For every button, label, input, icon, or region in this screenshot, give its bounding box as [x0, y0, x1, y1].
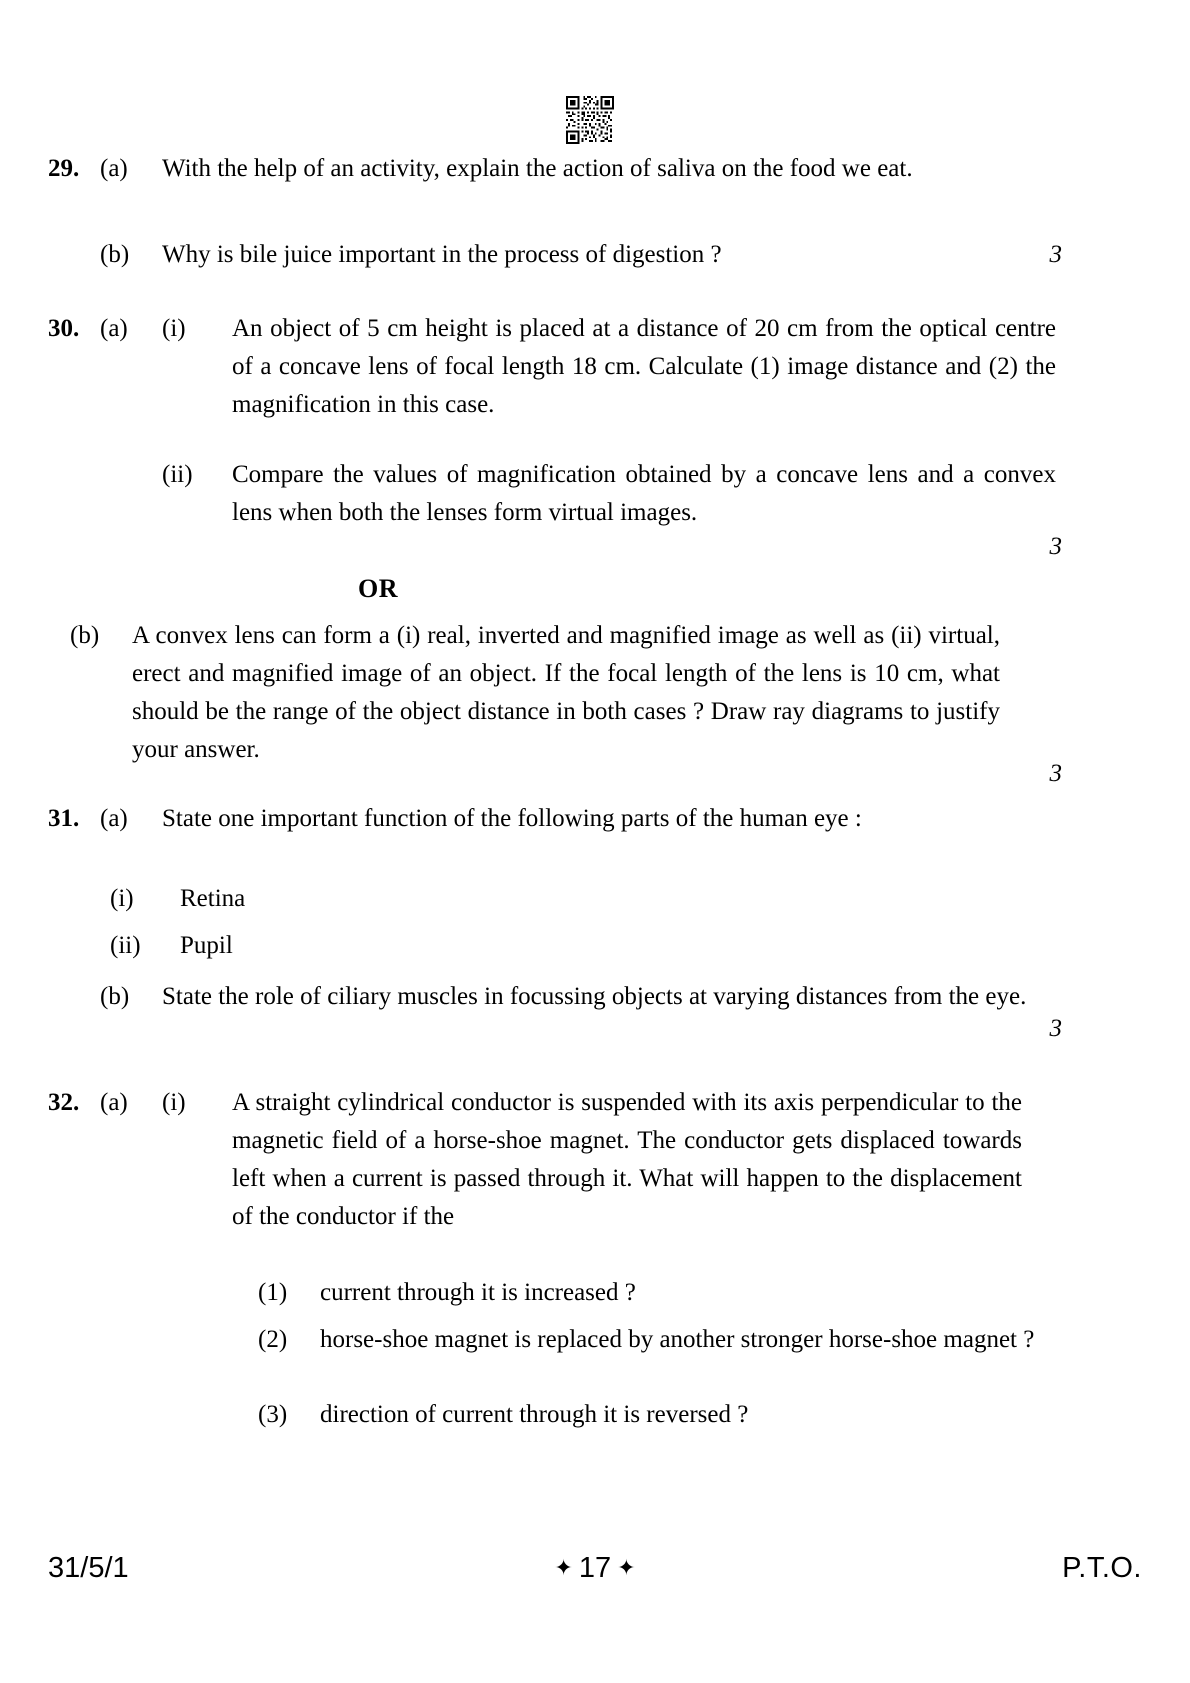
question-text: Retina: [180, 885, 246, 912]
question-text: A straight cylindrical conductor is suspended with its axis perpendicular to the magnetic field of a horse-shoe magnet. The conductor gets displaced towards left when a current is passed through it. What will happen to the displacement of the conductor if the: [232, 1089, 1022, 1230]
question-text: An object of 5 cm height is placed at a distance of 20 cm from the optical centre of a concave lens of focal length 18 cm. Calculate (1) image distance and (2) the magnification in this case.: [232, 315, 1056, 418]
question-30-part-a-ii: [48, 456, 1058, 532]
question-32-sub-item-3: [258, 1396, 1048, 1434]
question-31-item-ii: [110, 927, 1010, 965]
marks-value: 3: [1049, 1015, 1062, 1042]
question-31-part-a: [48, 800, 1048, 838]
question-text: With the help of an activity, explain the action of saliva on the food we eat.: [162, 155, 913, 182]
question-text: A convex lens can form a (i) real, inverted and magnified image as well as (ii) virtual, erect and magnified image of an object. If the focal length of the lens is 10 cm, what should be the range of the object distance in both cases ? Draw ray diagrams to justify your answer.: [132, 622, 1000, 763]
question-number: 31.: [48, 805, 80, 832]
question-29-part-a: [48, 150, 1048, 188]
question-text: Pupil: [180, 932, 233, 959]
sub-item-text: current through it is increased ?: [320, 1279, 636, 1306]
sub-part-label: (ii): [110, 932, 141, 959]
paper-code: 31/5/1: [48, 1552, 129, 1584]
part-label: (b): [100, 983, 130, 1010]
question-30-part-a-i: [48, 310, 1058, 424]
question-32-sub-item-1: [258, 1274, 1048, 1312]
sub-item-text: horse-shoe magnet is replaced by another stronger horse-shoe magnet ?: [320, 1326, 1035, 1353]
page-number: 17: [578, 1552, 612, 1584]
question-number: 30.: [48, 315, 80, 342]
part-label: (b): [70, 622, 100, 649]
sub-item-marker: (2): [258, 1326, 288, 1353]
marks-value: 3: [1049, 241, 1062, 268]
question-32-part-a-i: [48, 1084, 1058, 1236]
question-31-item-i: [110, 880, 1010, 918]
page-number-group: [0, 1548, 1190, 1589]
question-text: State the role of ciliary muscles in focussing objects at varying distances from the eye.: [162, 983, 1027, 1010]
star-right-icon: ✦: [617, 1556, 636, 1581]
star-left-icon: ✦: [554, 1556, 573, 1581]
part-label: (a): [100, 805, 128, 832]
question-text: State one important function of the following parts of the human eye :: [162, 805, 862, 832]
question-text: Compare the values of magnification obtained by a concave lens and a convex lens when both the lenses form virtual images.: [232, 461, 1056, 526]
sub-item-text: direction of current through it is reversed ?: [320, 1401, 749, 1428]
part-label: (a): [100, 1089, 128, 1116]
qr-code-icon: [566, 96, 614, 144]
marks-value: 3: [1049, 760, 1062, 787]
sub-part-label: (i): [110, 885, 134, 912]
or-separator: OR: [358, 574, 398, 603]
page-footer: [0, 1548, 1190, 1594]
part-label: (b): [100, 241, 130, 268]
part-label: (a): [100, 315, 128, 342]
pto-label: P.T.O.: [1062, 1552, 1142, 1584]
sub-part-label: (ii): [162, 461, 193, 488]
sub-part-label: (i): [162, 315, 186, 342]
question-number: 29.: [48, 155, 80, 182]
question-32-sub-item-2: [258, 1321, 1048, 1359]
question-number: 32.: [48, 1089, 80, 1116]
sub-item-marker: (3): [258, 1401, 288, 1428]
marks-value: 3: [1049, 533, 1062, 560]
sub-item-marker: (1): [258, 1279, 288, 1306]
question-text: Why is bile juice important in the process of digestion ?: [162, 241, 722, 268]
question-31-part-b: [48, 978, 1048, 1016]
part-label: (a): [100, 155, 128, 182]
sub-part-label: (i): [162, 1089, 186, 1116]
question-30-part-b: [70, 617, 1060, 769]
question-29-part-b: [48, 236, 1048, 274]
